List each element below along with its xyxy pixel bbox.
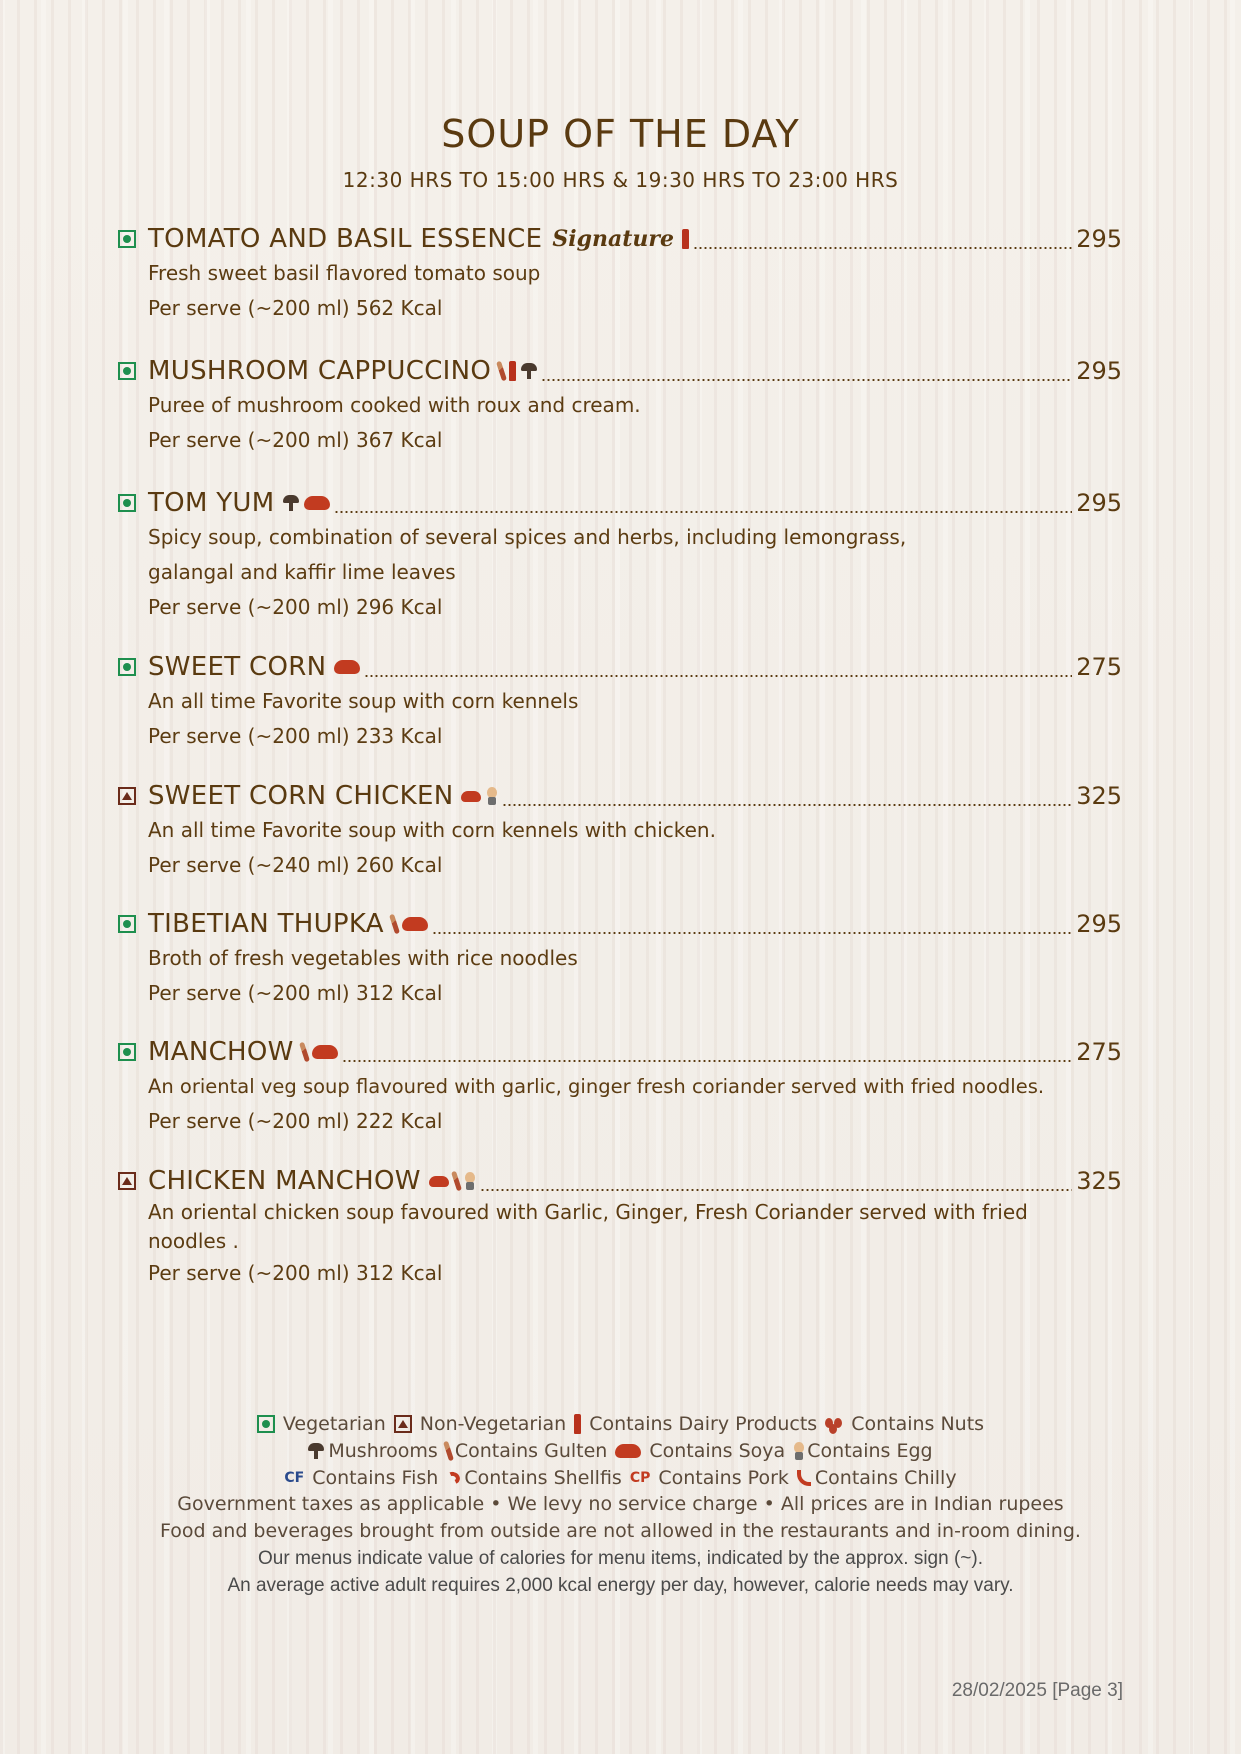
item-price: 275 [1076,653,1122,681]
item-description: Puree of mushroom cooked with roux and cream. [148,393,641,417]
leader-dots [502,804,1072,806]
vegetarian-icon [118,230,136,248]
item-price: 325 [1076,1167,1122,1195]
egg-icon [486,787,498,805]
legend-dairy: Contains Dairy Products [589,1412,818,1435]
legend-fish: Contains Fish [312,1466,439,1489]
legend-pork: Contains Pork [658,1466,789,1489]
legend-row-2 [0,1437,1241,1464]
item-description: Spicy soup, combination of several spices and herbs, including lemongrass, galangal and kaffir lime leaves [148,525,907,584]
pork-icon: CP [629,1469,651,1486]
item-name: TOMATO AND BASIL ESSENCE [148,224,543,254]
legend-row-1 [0,1410,1241,1437]
item-name: MUSHROOM CAPPUCCINO [148,356,492,386]
leader-dots [480,1189,1072,1191]
item-price: 295 [1076,489,1122,517]
menu-item-sweet-corn-chicken [118,779,1122,883]
item-calories: Per serve (~200 ml) 233 Kcal [148,724,443,748]
nuts-icon [825,1416,843,1432]
egg-icon [793,1442,805,1460]
vegetarian-icon [118,658,136,676]
vegetarian-icon [118,494,136,512]
legend-row-3 [0,1464,1241,1491]
item-name: CHICKEN MANCHOW [148,1166,421,1196]
item-name: SWEET CORN [148,652,327,682]
item-calories: Per serve (~240 ml) 260 Kcal [148,853,443,877]
item-calories: Per serve (~200 ml) 367 Kcal [148,428,443,452]
item-calories: Per serve (~200 ml) 312 Kcal [148,1261,443,1285]
gluten-icon [299,1042,310,1063]
legend-soya: Contains Soya [649,1439,786,1462]
page-footer-date: 28/02/2025 [Page 3] [951,1680,1123,1701]
item-name: MANCHOW [148,1037,294,1067]
legend-shellfish: Contains Shellfis [464,1466,622,1489]
item-calories: Per serve (~200 ml) 562 Kcal [148,296,443,320]
leader-dots [693,247,1072,249]
dietary-legend [0,1410,1241,1599]
note-outside-food: Food and beverages brought from outside are not allowed in the restaurants and in-room dining. [160,1520,1081,1542]
legend-nuts: Contains Nuts [851,1412,985,1435]
soya-icon [615,1444,641,1458]
page-title: SOUP OF THE DAY [441,112,800,156]
leader-dots [334,511,1073,513]
item-description: Broth of fresh vegetables with rice noodles [148,946,578,970]
menu-item-mushroom-cappuccino [118,354,1122,458]
item-calories: Per serve (~200 ml) 296 Kcal [148,595,443,619]
item-description: An oriental veg soup flavoured with garlic, ginger fresh coriander served with fried noodles. [148,1075,1045,1098]
mushroom-icon [308,1443,324,1459]
shellfish-icon [445,1469,462,1485]
leader-dots [432,932,1072,934]
gluten-icon [443,1440,454,1461]
legend-vegetarian: Vegetarian [282,1412,386,1435]
chilly-icon [797,1470,811,1486]
menu-item-tom-yum [118,486,1122,625]
item-name: TIBETIAN THUPKA [148,909,384,939]
item-description: An all time Favorite soup with corn kennels with chicken. [148,818,716,842]
item-price: 295 [1076,910,1122,938]
legend-gluten: Contains Gulten [454,1439,608,1462]
leader-dots [541,379,1072,381]
item-price: 295 [1076,357,1122,385]
menu-item-chicken-manchow [118,1164,1122,1291]
dairy-icon [574,1414,581,1434]
dairy-icon [682,229,689,249]
vegetarian-icon [118,1043,136,1061]
item-description: An all time Favorite soup with corn kennels [148,689,579,713]
note-calories: Our menus indicate value of calories for menu items, indicated by the approx. sign (~). [258,1548,983,1569]
gluten-icon [496,361,507,382]
soya-icon [304,496,330,510]
menu-item-sweet-corn [118,650,1122,754]
item-price: 325 [1076,782,1122,810]
menu-item-tomato-basil-essence [118,222,1122,326]
fish-icon: CF [284,1469,305,1486]
vegetarian-icon [257,1415,275,1433]
leader-dots [364,675,1072,677]
legend-mushrooms: Mushrooms [328,1439,438,1462]
item-description: An oriental chicken soup favoured with Garlic, Ginger, Fresh Coriander served with fried noodles . [148,1200,1028,1253]
legend-chilly: Contains Chilly [814,1466,957,1489]
gluten-icon [389,914,400,935]
note-taxes: Government taxes as applicable • We levy no service charge • All prices are in Indian rupees [177,1493,1064,1515]
service-hours: 12:30 HRS TO 15:00 HRS & 19:30 HRS TO 23:00 HRS [342,168,899,192]
egg-icon [464,1172,476,1190]
soya-icon [461,791,481,802]
note-energy: An average active adult requires 2,000 kcal energy per day, however, calorie needs may vary. [227,1575,1014,1596]
dairy-icon [509,361,516,381]
gluten-icon [451,1171,462,1192]
item-price: 295 [1076,225,1122,253]
non-vegetarian-icon [394,1415,412,1433]
item-price: 275 [1076,1038,1122,1066]
item-name: TOM YUM [148,488,275,518]
mushroom-icon [521,363,537,379]
soya-icon [402,917,428,931]
soya-icon [312,1045,338,1059]
legend-non-vegetarian: Non-Vegetarian [419,1412,567,1435]
leader-dots [342,1060,1073,1062]
item-calories: Per serve (~200 ml) 222 Kcal [148,1109,443,1133]
soya-icon [429,1176,449,1187]
vegetarian-icon [118,915,136,933]
soya-icon [334,660,360,674]
signature-label: Signature [552,226,674,252]
non-vegetarian-icon [118,1172,136,1190]
mushroom-icon [283,495,299,511]
item-calories: Per serve (~200 ml) 312 Kcal [148,981,443,1005]
menu-item-manchow [118,1035,1122,1139]
menu-item-tibetian-thupka [118,907,1122,1011]
vegetarian-icon [118,362,136,380]
item-description: Fresh sweet basil flavored tomato soup [148,261,541,285]
non-vegetarian-icon [118,787,136,805]
legend-egg: Contains Egg [807,1439,933,1462]
item-name: SWEET CORN CHICKEN [148,781,454,811]
